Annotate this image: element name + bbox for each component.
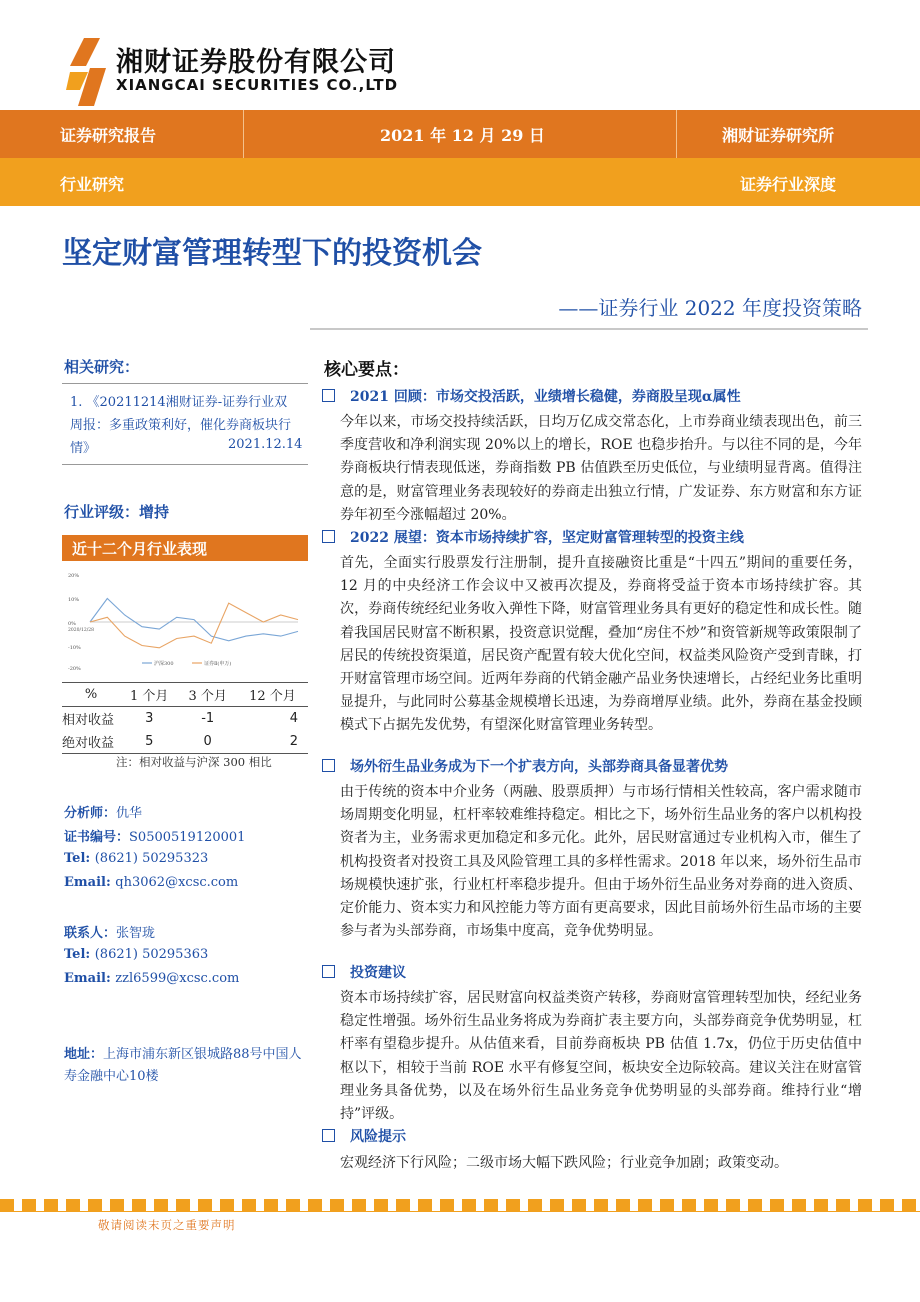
table-header-cell: %	[62, 683, 120, 707]
performance-chart	[62, 565, 308, 677]
report-type: 证券研究报告	[60, 126, 157, 145]
related-research-link[interactable]: 1. 《20211214湘财证券-证券行业双周报：多重政策利好，催化券商板块行情》	[70, 395, 292, 456]
series-line-securities	[90, 603, 298, 648]
checkbox-bullet-icon	[322, 389, 335, 402]
section-heading: 2021 回顾：市场交投活跃，业绩增长稳健，券商股呈现α属性	[322, 386, 741, 406]
section-body: 由于传统的资本中介业务（两融、股票质押）与市场行情相关性较高，客户需求随市场周期变化明显，杠杆率较难维持稳定。相比之下，场外衍生品业务的客户以机构投资者为主，业务需求更加稳定和多元化。此外，居民财富通过专业机构入市，催生了机构投资者对投资工具及风险管理工具的多样性需求。2018 年以来，场外衍生品市场规模快速扩张，行业杠杆率稳步提升。但由于场外衍生品业务对券商的进入资质、定价能力、资本实力和风控能力等方面有更高要求，因此目前场外衍生品市场的主要参与者为头部券商，市场集中度高，竞争优势明显。	[340, 784, 862, 940]
industry-rating: 行业评级：增持	[64, 503, 170, 521]
section-heading: 场外衍生品业务成为下一个扩表方向，头部券商具备显著优势	[322, 756, 728, 776]
section-body: 今年以来，市场交投持续活跃，日均万亿成交常态化，上市券商业绩表现出色，前三季度营收和净利润实现 20%以上的增长，ROE 也稳步抬升。与以往不同的是，今年券商板块行情表现低迷，券商指数 PB 估值跌至历史低位，与业绩明显背离。值得注意的是，财富管理业务表现较好的券商走出独立行情，广发证券、东方财富和东方证券年初至今涨幅超过 20%。	[340, 414, 862, 523]
table-cell: -1	[201, 711, 215, 726]
related-research-date: 2021.12.14	[228, 437, 303, 452]
checkbox-bullet-icon	[322, 1129, 335, 1142]
band-divider	[676, 110, 677, 158]
table-cell: 2	[237, 730, 308, 754]
analyst-tel: Tel: (8621) 50295323	[64, 851, 209, 866]
table-header-cell: 3 个月	[178, 683, 236, 707]
legend-securities: 证券Ⅱ(申万)	[204, 661, 232, 667]
table-header-cell: 12 个月	[237, 683, 308, 707]
address: 地址：上海市浦东新区银城路88号中国人寿金融中心10楼	[64, 1047, 302, 1084]
row-label: 绝对收益	[62, 730, 120, 754]
section-body: 资本市场持续扩容，居民财富向权益类资产转移，券商财富管理转型加快，经纪业务稳定性增强。场外衍生品业务将成为券商扩表主要方向，头部券商竞争优势明显，杠杆率有望稳步提升。从估值来看，目前券商板块 PB 估值 1.7x，仍位于历史估值中枢以下，相较于当前 ROE 水平有修复空间，板块安全边际较高。建议关注在财富管理业务具备优势，以及在场外衍生品业务竞争优势明显的头部券商。维持行业“增持”评级。	[340, 990, 862, 1123]
contact-name: 联系人：张智珑	[64, 926, 156, 941]
analyst-email-link[interactable]: qh3062@xcsc.com	[115, 875, 239, 890]
contact-tel: Tel: (8621) 50295363	[64, 947, 209, 962]
footer-disclaimer: 敬请阅读末页之重要声明	[98, 1218, 236, 1232]
checkbox-bullet-icon	[322, 965, 335, 978]
table-header-row	[62, 683, 308, 707]
footer-decoration	[0, 1199, 920, 1211]
analyst-email: Email: qh3062@xcsc.com	[64, 875, 239, 890]
company-logo-icon	[66, 38, 110, 106]
section-body: 首先，全面实行股票发行注册制，提升直接融资比重是“十四五”期间的重要任务，12 月的中央经济工作会议中又被再次提及，券商将受益于资本市场持续扩容。其次，券商传统经纪业务收入弹性下降，财富管理业务具有更好的稳定性和成长性。随着我国居民财富不断积累，投资意识觉醒，叠加“房住不炒”和资管新规等政策限制了居民的传统投资渠道，居民资产配置有较大优化空间，权益类风险资产受到青睐，打开财富管理市场空间。近两年券商的代销金融产品业务快速增长，占经纪业务比重明显提升，与此同时公募基金规模增长迅速，为券商增厚业绩。此外，券商在基金投顾模式下占据先发优势，有望深化财富管理业务转型。	[340, 555, 862, 734]
y-tick-label: 0%	[68, 621, 76, 627]
contact-email-link[interactable]: zzl6599@xcsc.com	[115, 971, 240, 986]
y-tick-label: -20%	[68, 666, 81, 672]
series-line-hs300	[90, 599, 298, 641]
performance-table	[62, 682, 308, 754]
table-cell: 3	[145, 711, 154, 726]
y-tick-label: 20%	[68, 573, 80, 579]
checkbox-bullet-icon	[322, 530, 335, 543]
section-heading: 2022 展望：资本市场持续扩容，坚定财富管理转型的投资主线	[322, 527, 744, 547]
legend-hs300: 沪深300	[154, 661, 174, 667]
y-tick-label: 10%	[68, 597, 80, 603]
row-label: 相对收益	[62, 713, 115, 728]
section-heading: 投资建议	[322, 962, 406, 982]
report-date: 2021 年 12 月 29 日	[380, 126, 545, 145]
core-points-heading: 核心要点：	[324, 360, 409, 380]
performance-title: 近十二个月行业表现	[72, 540, 208, 558]
institute-name: 湘财证券研究所	[722, 126, 835, 145]
section-body: 宏观经济下行风险；二级市场大幅下跌风险；行业竞争加剧；政策变动。	[340, 1155, 788, 1171]
x-tick-label: 2020/12/28	[68, 628, 94, 633]
table-row	[62, 730, 308, 754]
section-heading: 风险提示	[322, 1126, 406, 1146]
title-divider	[310, 328, 868, 330]
contact-email: Email: zzl6599@xcsc.com	[64, 971, 240, 986]
analyst-cert: 证书编号：S0500519120001	[64, 830, 246, 845]
table-row	[62, 707, 308, 731]
analyst-name: 分析师：仇华	[64, 806, 143, 821]
table-note: 注：相对收益与沪深 300 相比	[116, 755, 272, 769]
report-category: 行业研究	[60, 175, 125, 194]
header-band-bottom	[0, 158, 920, 206]
table-cell: 4	[289, 711, 298, 726]
header-band-top	[0, 110, 920, 158]
table-header-cell: 1 个月	[120, 683, 178, 707]
page-title: 坚定财富管理转型下的投资机会	[62, 236, 482, 271]
company-name-en: XIANGCAI SECURITIES CO.,LTD	[116, 76, 399, 94]
company-name-cn: 湘财证券股份有限公司	[116, 47, 396, 78]
report-subcategory: 证券行业深度	[740, 175, 837, 194]
table-cell: 5	[120, 730, 178, 754]
table-cell: 0	[178, 730, 236, 754]
page-subtitle: ——证券行业 2022 年度投资策略	[558, 296, 862, 320]
y-tick-label: -10%	[68, 645, 81, 651]
band-divider	[243, 110, 244, 158]
checkbox-bullet-icon	[322, 759, 335, 772]
related-research-heading: 相关研究：	[64, 358, 140, 376]
footer-divider	[0, 1211, 920, 1212]
